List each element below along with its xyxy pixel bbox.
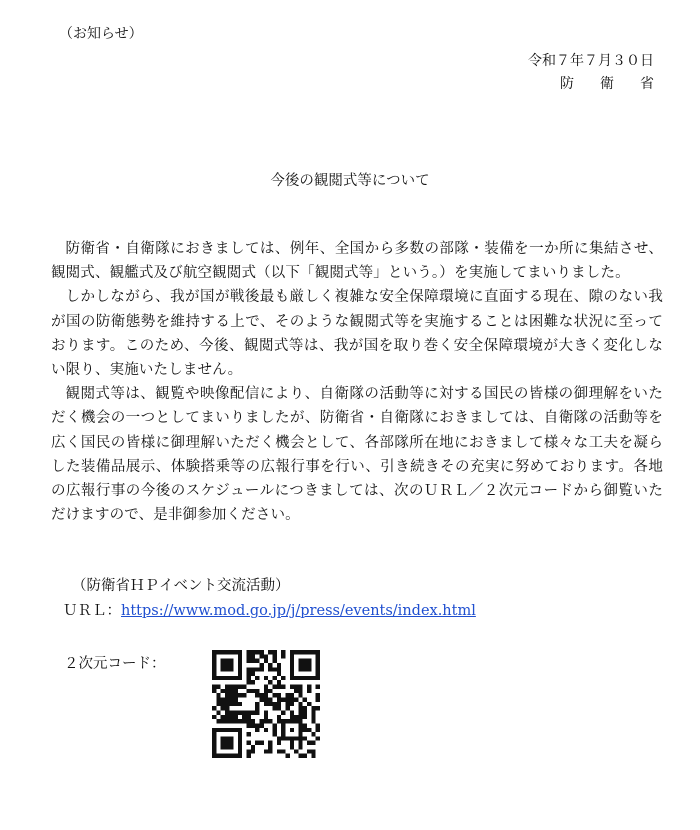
events-section-title: （防衛省ＨＰイベント交流活動）: [72, 578, 290, 594]
body-paragraph: 観閲式等は、観覧や映像配信により、自衛隊の活動等に対する国民の皆様の御理解をいただく機会の一つとしてまいりましたが、防衛省・自衛隊におきましては、自衛隊の活動等を広く国民の皆様に御理解いただく機会として、各部隊所在地におきまして様々な工夫を凝らした装備品展示、体験搭乗等の広報行事を行い、引き続きその充実に努めております。各地の広報行事の今後のスケジュールにつきましては、次のＵＲＬ／２次元コードから御覧いただけますので、是非御参加ください。: [51, 386, 663, 524]
document-body: [51, 237, 663, 527]
qr-code-icon: [212, 650, 320, 758]
document-title: 今後の観閲式等について: [270, 173, 430, 189]
qr-label: ２次元コード：: [64, 656, 166, 672]
organization-name: 防衛省: [560, 76, 680, 92]
issue-date: 令和７年７月３０日: [528, 53, 654, 69]
body-paragraph: しかしながら、我が国が戦後最も厳しく複雑な安全保障環境に直面する現在、隙のない我が国の防衛態勢を維持する上で、そのような観閲式等を実施することは困難な状況に至っております。このため、今後、観閲式等は、我が国を取り巻く安全保障環境が大きく変化しない限り、実施いたしません。: [51, 289, 663, 379]
url-row: [63, 600, 476, 622]
notice-label: （お知らせ）: [59, 26, 143, 42]
url-label: ＵＲＬ：: [63, 603, 121, 619]
body-paragraph: 防衛省・自衛隊におきましては、例年、全国から多数の部隊・装備を一か所に集結させ、観閲式、観艦式及び航空観閲式（以下「観閲式等」という。）を実施してまいりました。: [51, 241, 663, 282]
events-url-link[interactable]: https://www.mod.go.jp/j/press/events/index.html: [121, 603, 476, 619]
